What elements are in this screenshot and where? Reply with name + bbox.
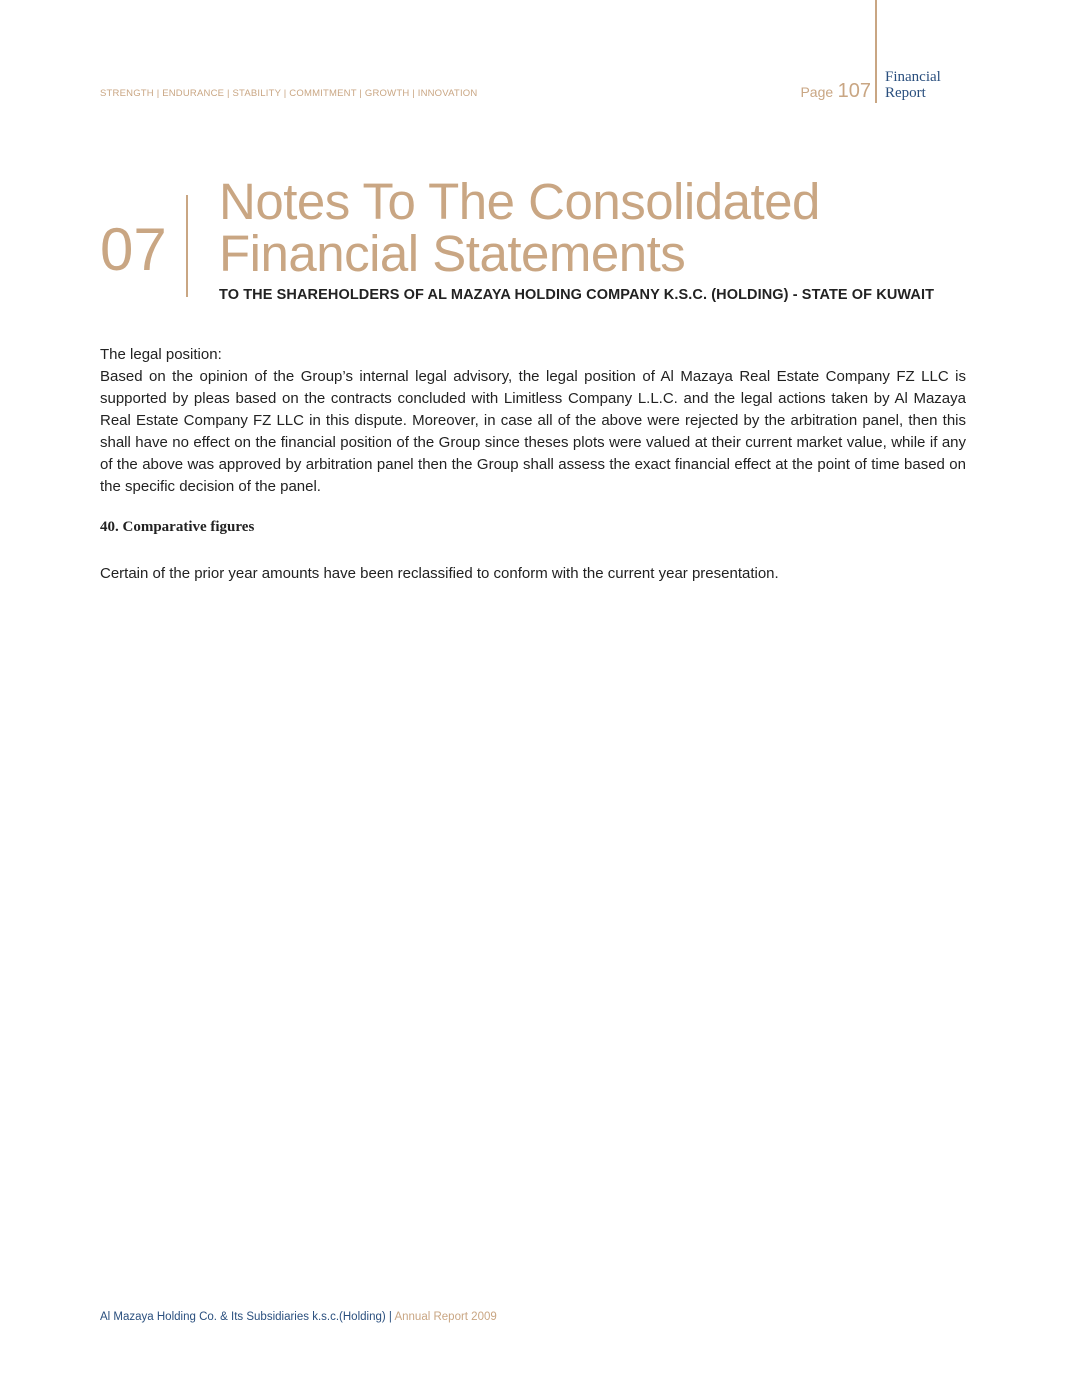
legal-position-heading: The legal position: xyxy=(100,346,222,363)
page-footer xyxy=(100,1311,497,1323)
page-title-line2: Financial Statements xyxy=(219,225,686,282)
title-divider-line xyxy=(186,195,188,297)
header-divider-line xyxy=(875,0,877,103)
page-title-line1: Notes To The Consolidated xyxy=(219,173,820,230)
note-40-text: Certain of the prior year amounts have been reclassified to conform with the current year presentation. xyxy=(100,565,779,582)
page-number: 107 xyxy=(837,80,871,102)
section-name-line2: Report xyxy=(885,85,926,101)
section-name xyxy=(885,69,941,101)
page-word: Page xyxy=(800,84,834,100)
chapter-number: 07 xyxy=(100,216,167,283)
page-title xyxy=(219,173,820,282)
page-subtitle: TO THE SHAREHOLDERS OF AL MAZAYA HOLDING COMPANY K.S.C. (HOLDING) - STATE OF KUWAIT xyxy=(219,287,935,303)
section-name-line1: Financial xyxy=(885,69,941,85)
footer-report: Annual Report 2009 xyxy=(394,1311,497,1323)
footer-separator: | xyxy=(388,1311,392,1323)
legal-position-paragraph: Based on the opinion of the Group’s internal legal advisory, the legal position of Al Mazaya Real Estate Company FZ LLC is supported by pleas based on the contracts concluded with Limitless Company L.L.C. and the legal actions taken by Al Mazaya Real Estate Company FZ LLC in this dispute. Moreover, in case all of the above were rejected by the arbitration panel, then this shall have no effect on the financial position of the Group since theses plots were valued at their current market value, while if any of the above was approved by arbitration panel then the Group shall assess the exact financial effect at the point of time based on the specific decision of the panel. xyxy=(100,368,966,495)
page-number-label xyxy=(800,80,871,103)
note-40-heading: 40. Comparative figures xyxy=(100,519,255,535)
header-tagline: STRENGTH | ENDURANCE | STABILITY | COMMITMENT | GROWTH | INNOVATION xyxy=(100,88,478,99)
footer-company: Al Mazaya Holding Co. & Its Subsidiaries k.s.c.(Holding) xyxy=(100,1311,386,1323)
